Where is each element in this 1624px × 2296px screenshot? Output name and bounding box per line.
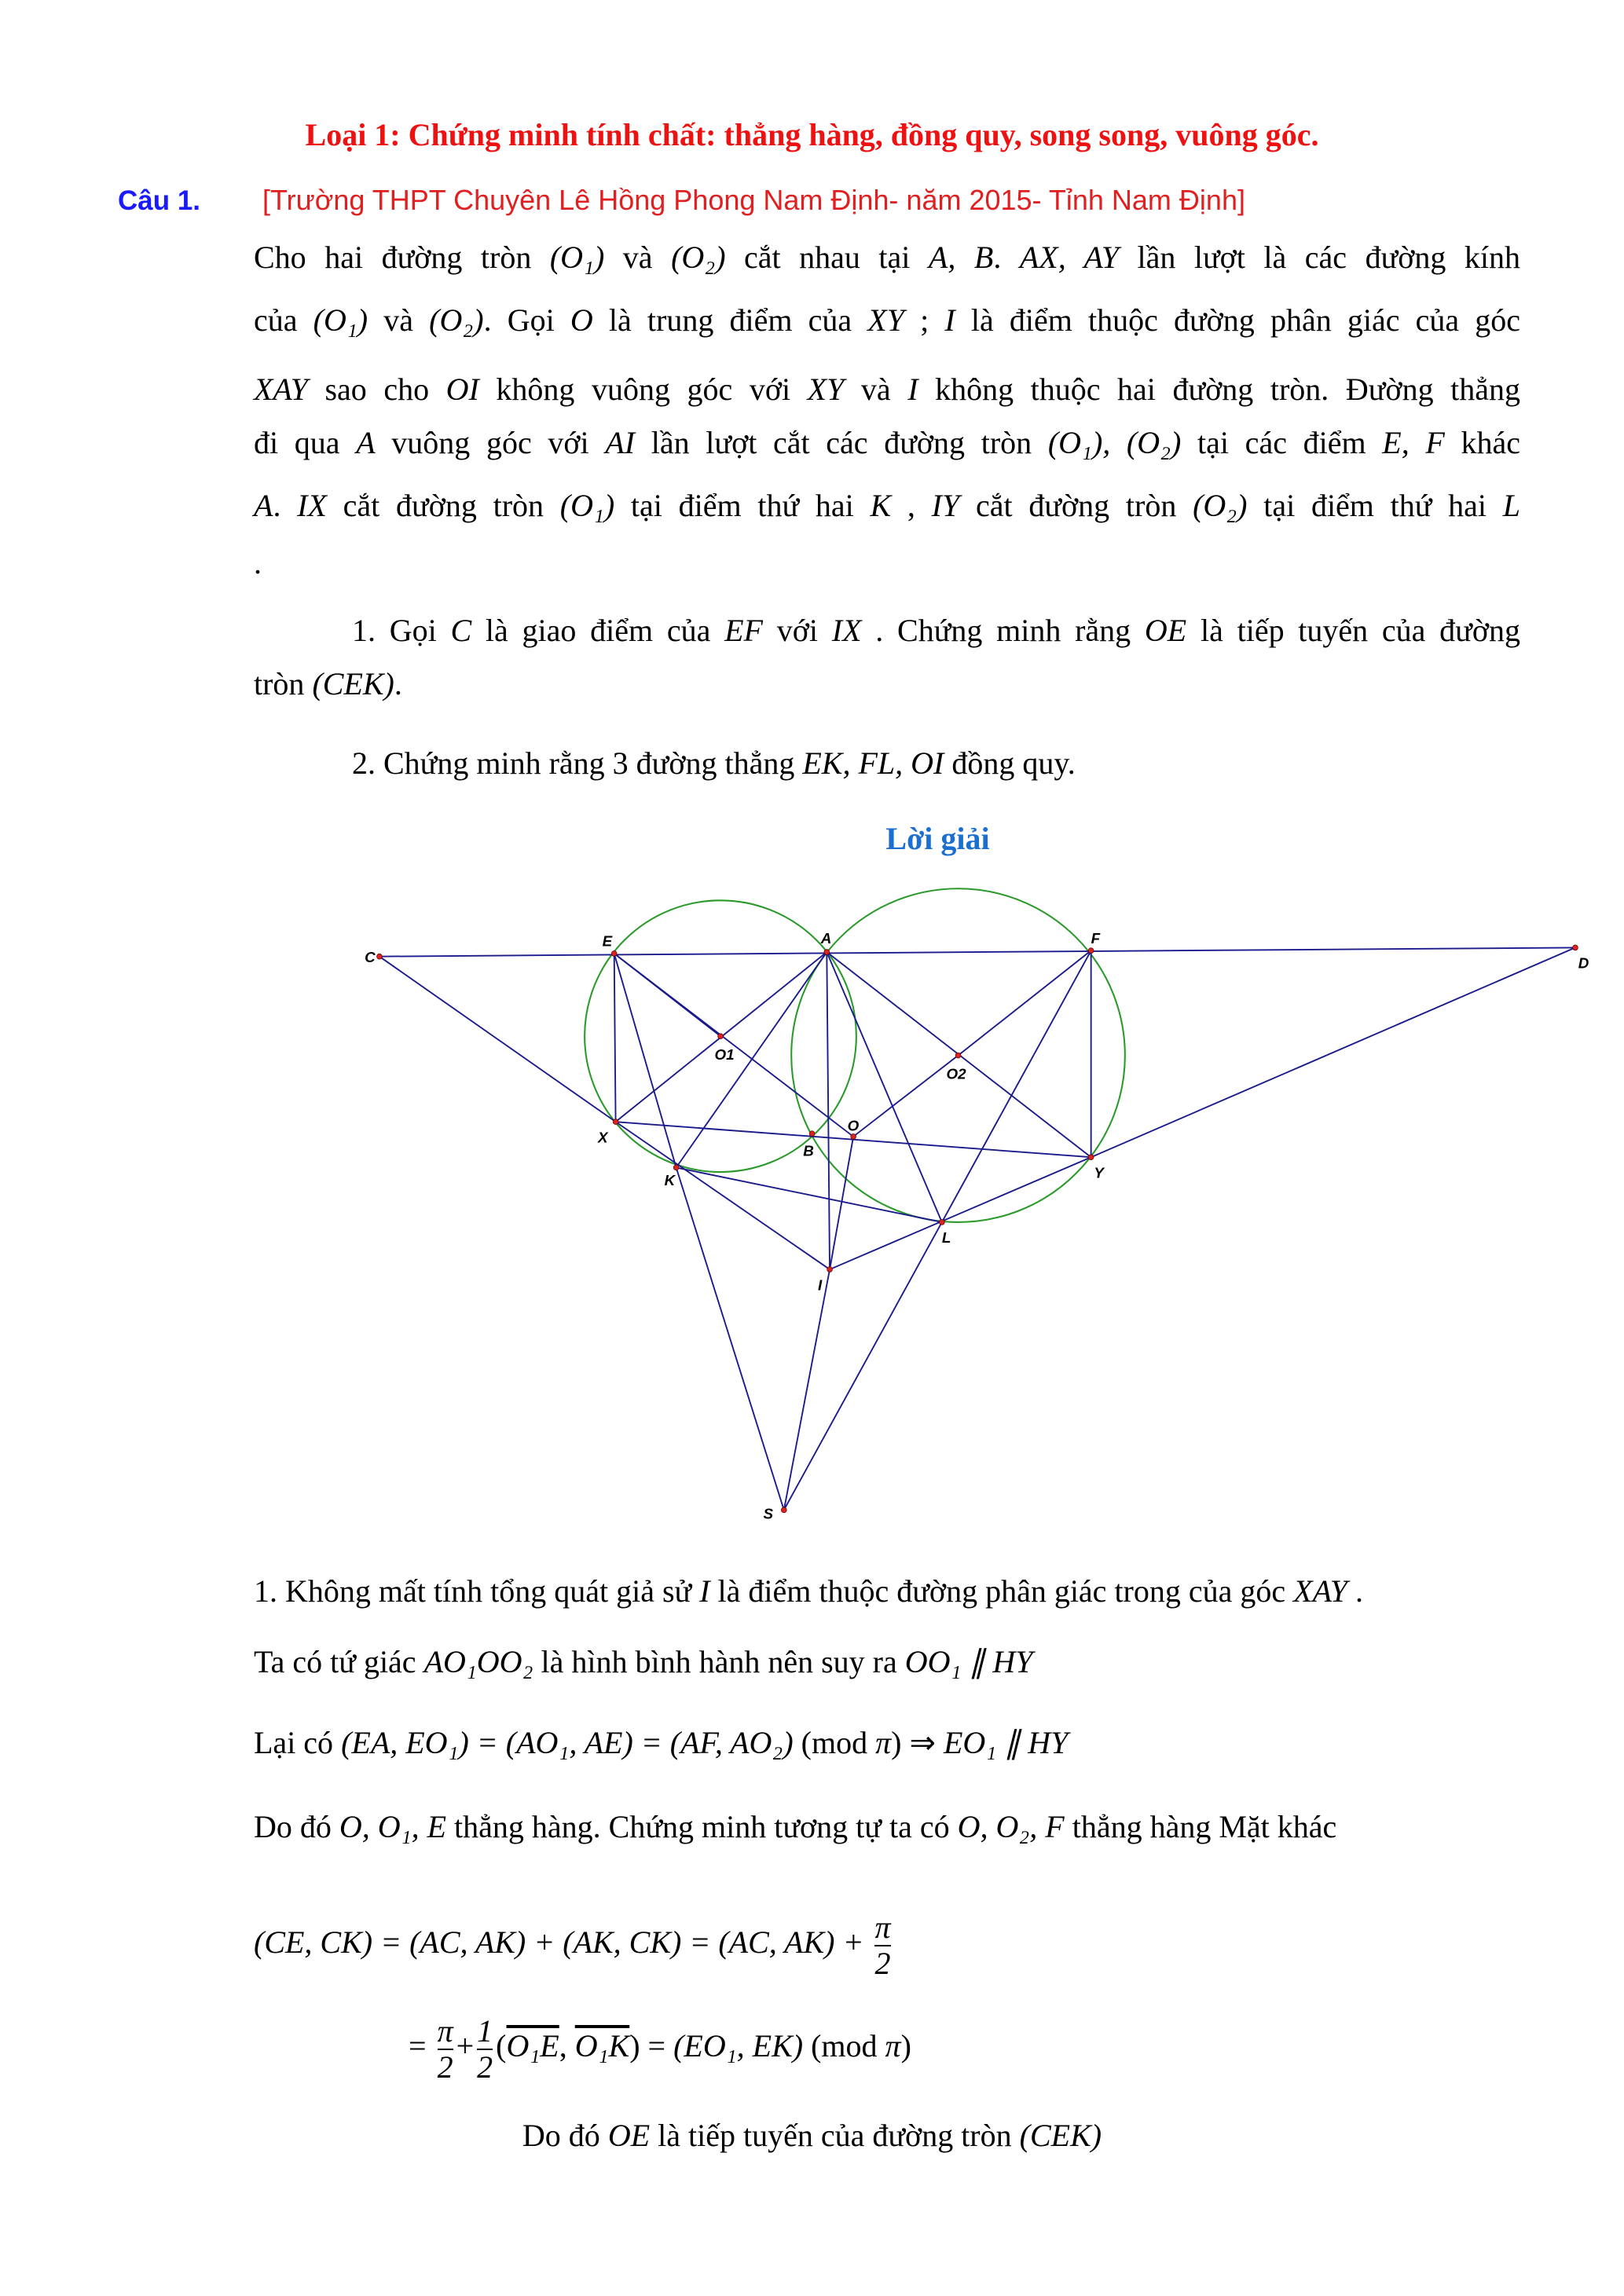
math-expression: (O₁), (O₂): [1047, 425, 1182, 460]
fraction-num: π: [874, 1910, 891, 1945]
text-segment: đồng quy.: [944, 745, 1076, 781]
text-segment: Lại có: [254, 1725, 342, 1760]
math-expression: I: [944, 302, 955, 338]
segment-ks: [676, 1167, 784, 1510]
text-segment: ) ⇒: [891, 1725, 944, 1760]
text-segment: .: [1347, 1573, 1364, 1609]
text-segment: là điểm thuộc đường phân giác của góc: [955, 302, 1521, 338]
segment-fl: [942, 950, 1091, 1222]
fraction-den: 2: [477, 2049, 493, 2085]
label-l: L: [941, 1229, 951, 1247]
point-d: [1573, 945, 1578, 950]
text-segment: thẳng hàng Mặt khác: [1064, 1809, 1337, 1844]
point-e: [611, 951, 617, 957]
fraction-num: 1: [477, 2013, 493, 2049]
text-segment: tại các điểm: [1181, 425, 1383, 460]
label-f: F: [1091, 929, 1101, 947]
text-segment: Ta có tứ giác: [254, 1644, 424, 1679]
math-expression: OE: [1144, 613, 1187, 648]
segment-is: [784, 1269, 830, 1510]
text-segment: là trung điểm của: [592, 302, 868, 338]
point-y: [1088, 1155, 1094, 1160]
label-y: Y: [1094, 1164, 1104, 1181]
math-expression: E, F: [1382, 425, 1445, 460]
math-expression: (CEK): [1019, 2118, 1102, 2153]
math-expression: (EA, EO₁) = (AO₁, AE) = (AF, AO₂): [341, 1725, 794, 1760]
solution-line: [254, 1723, 1520, 1763]
text-segment: . Gọi: [483, 302, 570, 338]
point-s: [781, 1507, 786, 1513]
math-expression: π: [875, 1725, 892, 1760]
point-o1: [718, 1034, 724, 1039]
label-d: D: [1578, 954, 1589, 972]
text-segment: không vuông góc với: [478, 372, 808, 407]
math-expression: K: [870, 488, 892, 523]
math-expression: (EO₁, EK): [673, 2028, 804, 2064]
point-k: [673, 1165, 679, 1170]
text-segment: cắt đường tròn: [326, 488, 560, 523]
math-expression: I: [699, 1573, 710, 1609]
text-segment: lần lượt cắt các đường tròn: [635, 425, 1048, 460]
math-expression: (O₁): [559, 488, 615, 523]
label-o2: O2: [946, 1065, 966, 1082]
math-expression: (O₁): [549, 240, 605, 275]
math-expression: XY: [867, 302, 904, 338]
math-expression: (O₂): [1193, 488, 1248, 523]
solution-line: [254, 1572, 1520, 1611]
text-segment: lần lượt là các đường kính: [1118, 240, 1521, 275]
point-i: [827, 1267, 833, 1273]
math-expression: EF: [724, 613, 763, 648]
text-segment: tại điểm thứ hai: [614, 488, 871, 523]
text-segment: với: [763, 613, 832, 648]
text-segment: là hình bình hành nên suy ra: [533, 1644, 905, 1679]
label-b: B: [803, 1142, 814, 1159]
point-l: [939, 1220, 944, 1225]
text-segment: ;: [904, 302, 945, 338]
fraction: [874, 1910, 890, 1981]
text-segment: và: [844, 372, 908, 407]
solution-line: [409, 2014, 1624, 2085]
math-expression: AI: [605, 425, 636, 460]
label-o1: O1: [714, 1046, 735, 1064]
math-expression: (O₂): [429, 302, 484, 338]
fraction-den: 2: [437, 2049, 453, 2085]
math-expression: L: [1502, 488, 1521, 523]
solution-line: [254, 1642, 1520, 1682]
point-c: [377, 954, 383, 959]
math-expression: OO₁ ∥ HY: [904, 1644, 1033, 1679]
fraction-num: π: [437, 2013, 453, 2049]
math-expression: EK, FL, OI: [802, 745, 944, 781]
text-segment: và: [368, 302, 430, 338]
question-label: Câu 1.: [118, 185, 201, 216]
math-expression: (O₂): [671, 240, 726, 275]
math-expression: A: [356, 425, 376, 460]
text-segment: là tiếp tuyến của đường: [1186, 613, 1521, 648]
math-expression: AO₁OO₂: [423, 1644, 533, 1679]
segment-ex: [614, 954, 616, 1122]
segment-cd: [379, 947, 1575, 956]
math-expression: (CEK): [312, 666, 394, 701]
text-segment: thẳng hàng. Chứng minh tương tự ta có: [446, 1809, 958, 1844]
segment-ai: [827, 952, 830, 1269]
math-expression: O, O₂, F: [957, 1809, 1065, 1844]
math-expression: π: [885, 2028, 901, 2064]
text-segment: Do đó: [522, 2118, 608, 2153]
text-segment: Cho hai đường tròn: [254, 240, 550, 275]
math-expression: O, O₁, E: [339, 1809, 447, 1844]
text-segment: 2. Chứng minh rằng 3 đường thẳng: [352, 745, 803, 781]
text-segment: tròn: [254, 666, 313, 701]
segment-fo2: [959, 950, 1091, 1055]
segment-o2o: [853, 1056, 958, 1137]
label-s: S: [763, 1505, 774, 1522]
text-segment: 1. Gọi: [352, 613, 451, 648]
segment-yi: [830, 1157, 1091, 1269]
text-segment: cắt đường tròn: [959, 488, 1193, 523]
math-expression: XAY: [1293, 1573, 1348, 1609]
text-segment: là giao điểm của: [471, 613, 725, 648]
fraction: [477, 2014, 493, 2085]
text-segment: (: [496, 2028, 507, 2064]
text-segment: cắt nhau tại: [725, 240, 929, 275]
segment-cx: [379, 957, 616, 1122]
label-k: K: [664, 1171, 676, 1188]
label-e: E: [602, 932, 613, 950]
text-segment: khác: [1444, 425, 1520, 460]
segment-kl: [676, 1167, 942, 1222]
text-segment: của: [254, 302, 313, 338]
math-expression: XY: [807, 372, 845, 407]
math-expression: O₁E: [506, 2028, 559, 2064]
label-a: A: [820, 929, 832, 947]
text-segment: tại điểm thứ hai: [1247, 488, 1503, 523]
point-o: [851, 1134, 856, 1140]
math-expression: I: [907, 372, 918, 407]
math-expression: (O₁): [313, 302, 368, 338]
solution-line: [254, 1910, 1520, 1981]
text-segment: +: [456, 2028, 475, 2064]
text-segment: ) =: [629, 2028, 674, 2064]
math-expression: O₁K: [574, 2028, 630, 2064]
label-i: I: [818, 1276, 823, 1294]
math-expression: XAY: [254, 372, 308, 407]
solution-line: [0, 2116, 1624, 2155]
label-c: C: [365, 949, 376, 966]
text-segment: đi qua: [254, 425, 357, 460]
point-a: [824, 950, 830, 955]
fraction-den: 2: [874, 1946, 891, 1981]
text-segment: (mod: [803, 2028, 885, 2064]
text-segment: 1. Không mất tính tổng quát giả sử: [254, 1573, 700, 1609]
text-segment: là điểm thuộc đường phân giác trong của góc: [709, 1573, 1294, 1609]
text-segment: . Chứng minh rằng: [861, 613, 1145, 648]
math-expression: OE: [607, 2118, 651, 2153]
text-segment: .: [394, 666, 402, 701]
segment-eo1: [614, 954, 720, 1036]
math-expression: C: [450, 613, 472, 648]
point-b: [809, 1131, 815, 1137]
section-title: Loại 1: Chứng minh tính chất: thẳng hàng, đồng quy, song song, vuông góc.: [305, 117, 1319, 152]
text-segment: .: [993, 240, 1020, 275]
solution-heading: Lời giải: [885, 821, 990, 856]
solution-line: [254, 1807, 1520, 1847]
text-segment: Do đó: [254, 1809, 339, 1844]
text-segment: (mod: [793, 1725, 876, 1760]
math-expression: AX, AY: [1019, 240, 1119, 275]
segment-xi: [616, 1122, 830, 1269]
math-expression: OI: [445, 372, 479, 407]
text-segment: =: [409, 2028, 434, 2064]
text-segment: ,: [891, 488, 932, 523]
segment-ls: [784, 1222, 942, 1510]
label-o: O: [847, 1117, 860, 1134]
text-segment: .: [254, 545, 262, 580]
segment-dy: [1091, 947, 1575, 1157]
text-segment: là tiếp tuyến của đường tròn: [650, 2118, 1020, 2153]
math-expression: (CE, CK) = (AC, AK) + (AK, CK) = (AC, AK) +: [254, 1924, 872, 1961]
math-expression: IX: [297, 488, 327, 523]
label-x: X: [598, 1129, 608, 1146]
text-segment: .: [273, 488, 298, 523]
text-segment: ,: [559, 2028, 575, 2064]
math-expression: A, B: [928, 240, 994, 275]
segment-al: [827, 952, 942, 1222]
point-x: [613, 1119, 618, 1125]
math-expression: IY: [931, 488, 960, 523]
point-f: [1088, 948, 1094, 954]
fraction: [438, 2014, 453, 2085]
math-expression: EO₁ ∥ HY: [943, 1725, 1069, 1760]
text-segment: sao cho: [307, 372, 446, 407]
text-segment: vuông góc với: [375, 425, 606, 460]
text-segment: ): [900, 2028, 911, 2064]
math-expression: O: [570, 302, 593, 338]
question-source: [Trường THPT Chuyên Lê Hồng Phong Nam Định- năm 2015- Tỉnh Nam Định]: [262, 184, 1245, 216]
text-segment: và: [604, 240, 672, 275]
point-o2: [955, 1053, 961, 1058]
segment-ek: [614, 954, 676, 1167]
text-segment: không thuộc hai đường tròn. Đường thẳng: [918, 372, 1520, 407]
math-expression: A: [254, 488, 273, 523]
math-expression: IX: [831, 613, 862, 648]
